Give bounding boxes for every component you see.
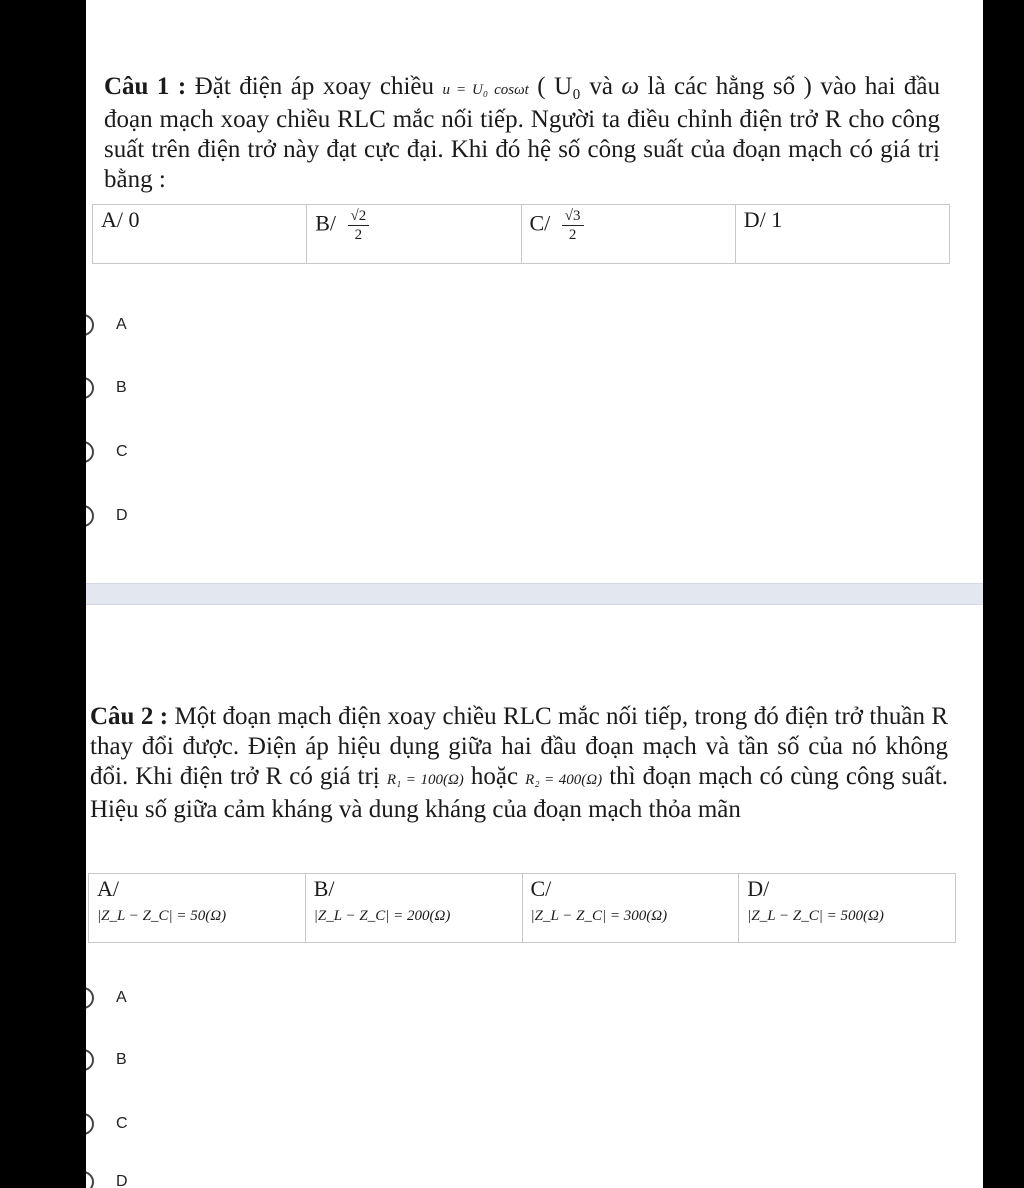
q1-choice-b[interactable] (86, 374, 127, 402)
q1-option-d-label: D/ (743, 207, 766, 232)
q2-choice-c[interactable] (86, 1110, 128, 1138)
q1-radio-c[interactable] (86, 441, 94, 463)
q2-option-a (89, 874, 306, 943)
q1-choice-d[interactable] (86, 502, 128, 530)
q1-option-c-label: C/ (529, 210, 551, 236)
q2-option-c-label: C/ (530, 876, 552, 901)
q1-choice-a[interactable] (86, 311, 127, 339)
question-1-omega: ω (621, 73, 640, 100)
q1-option-d (735, 205, 949, 264)
question-2-text-part2: hoặc (470, 763, 519, 790)
question-2-text-part3: thì đoạn mạch có cùng công suất. Hiệu số giữa cảm kháng và dung kháng của đoạn mạch thỏa mãn (90, 763, 949, 823)
q1-option-c-denominator: 2 (568, 227, 577, 243)
question-2-r2: R₂ = 400(Ω) (525, 772, 603, 788)
question-2-options-table (88, 873, 956, 943)
q2-option-a-label: A/ (97, 876, 119, 901)
q2-radio-c[interactable] (86, 1113, 94, 1135)
q2-choice-d-label: D (116, 1173, 128, 1188)
q2-option-a-expr: |Z_L − Z_C| = 50(Ω) (97, 908, 227, 924)
question-1-text-part2: ( U₀ và (537, 73, 613, 100)
q2-option-d-expr: |Z_L − Z_C| = 500(Ω) (747, 908, 884, 924)
question-1-formula: u = U₀ cosωt (442, 82, 529, 98)
q1-radio-b[interactable] (86, 377, 94, 399)
q2-option-b-label: B/ (313, 876, 335, 901)
q1-option-c (521, 205, 735, 264)
question-1-title: Câu 1 : (104, 73, 187, 100)
q2-option-c (522, 874, 739, 943)
q1-option-c-fraction (562, 207, 584, 244)
q2-radio-b[interactable] (86, 1049, 94, 1071)
question-2-title: Câu 2 : (90, 703, 169, 730)
q2-radio-a[interactable] (86, 987, 94, 1009)
q1-radio-a[interactable] (86, 314, 94, 336)
q2-option-d (739, 874, 956, 943)
question-2-r1: R₁ = 100(Ω) (386, 772, 464, 788)
q2-option-b-expr: |Z_L − Z_C| = 200(Ω) (313, 908, 451, 924)
q2-choice-d[interactable] (86, 1168, 128, 1188)
q1-option-a-value: 0 (128, 207, 140, 232)
q2-option-b (305, 874, 522, 943)
q2-option-d-label: D/ (747, 876, 770, 901)
question-divider (86, 583, 983, 605)
q1-option-b (307, 205, 521, 264)
q1-option-b-denominator: 2 (354, 227, 363, 243)
q1-option-b-label: B/ (315, 210, 337, 236)
q1-choice-c-label: C (116, 443, 128, 460)
question-2-text (90, 702, 948, 825)
question-1-text-part1: Đặt điện áp xoay chiều (194, 73, 435, 100)
q1-option-a (93, 205, 307, 264)
q1-choice-a-label: A (116, 316, 127, 333)
q1-option-b-numerator: √2 (348, 207, 370, 226)
q2-choice-b[interactable] (86, 1046, 127, 1074)
q1-choice-c[interactable] (86, 438, 128, 466)
q1-option-c-numerator: √3 (562, 207, 584, 226)
q2-radio-d[interactable] (86, 1171, 94, 1188)
quiz-page (86, 0, 983, 1188)
q1-choice-b-label: B (116, 379, 127, 396)
question-2-text-part1: Một đoạn mạch điện xoay chiều RLC mắc nối tiếp, trong đó điện trở thuần R thay đổi được. Điện áp hiệu dụng giữa hai đầu đoạn mạch và tần số của nó không đổi. Khi điện trở R có giá trị (90, 703, 949, 790)
q2-choice-a[interactable] (86, 984, 127, 1012)
q1-choice-d-label: D (116, 507, 128, 524)
q2-option-c-expr: |Z_L − Z_C| = 300(Ω) (530, 908, 668, 924)
q1-radio-d[interactable] (86, 505, 94, 527)
q1-option-a-label: A/ (101, 207, 123, 232)
q1-option-d-value: 1 (771, 207, 783, 232)
q1-option-b-fraction (348, 207, 370, 244)
question-1-options-table (92, 204, 950, 264)
q2-choice-a-label: A (116, 989, 127, 1006)
q2-choice-b-label: B (116, 1051, 127, 1068)
q2-choice-c-label: C (116, 1115, 128, 1132)
question-1-text-part3: là các hằng số ) vào hai đầu đoạn mạch xoay chiều RLC mắc nối tiếp. Người ta điều chỉnh điện trở R cho công suất trên điện trở này đạt cực đại. Khi đó hệ số công suất của đoạn mạch có giá trị bằng : (104, 73, 940, 193)
question-1-text (104, 72, 940, 195)
